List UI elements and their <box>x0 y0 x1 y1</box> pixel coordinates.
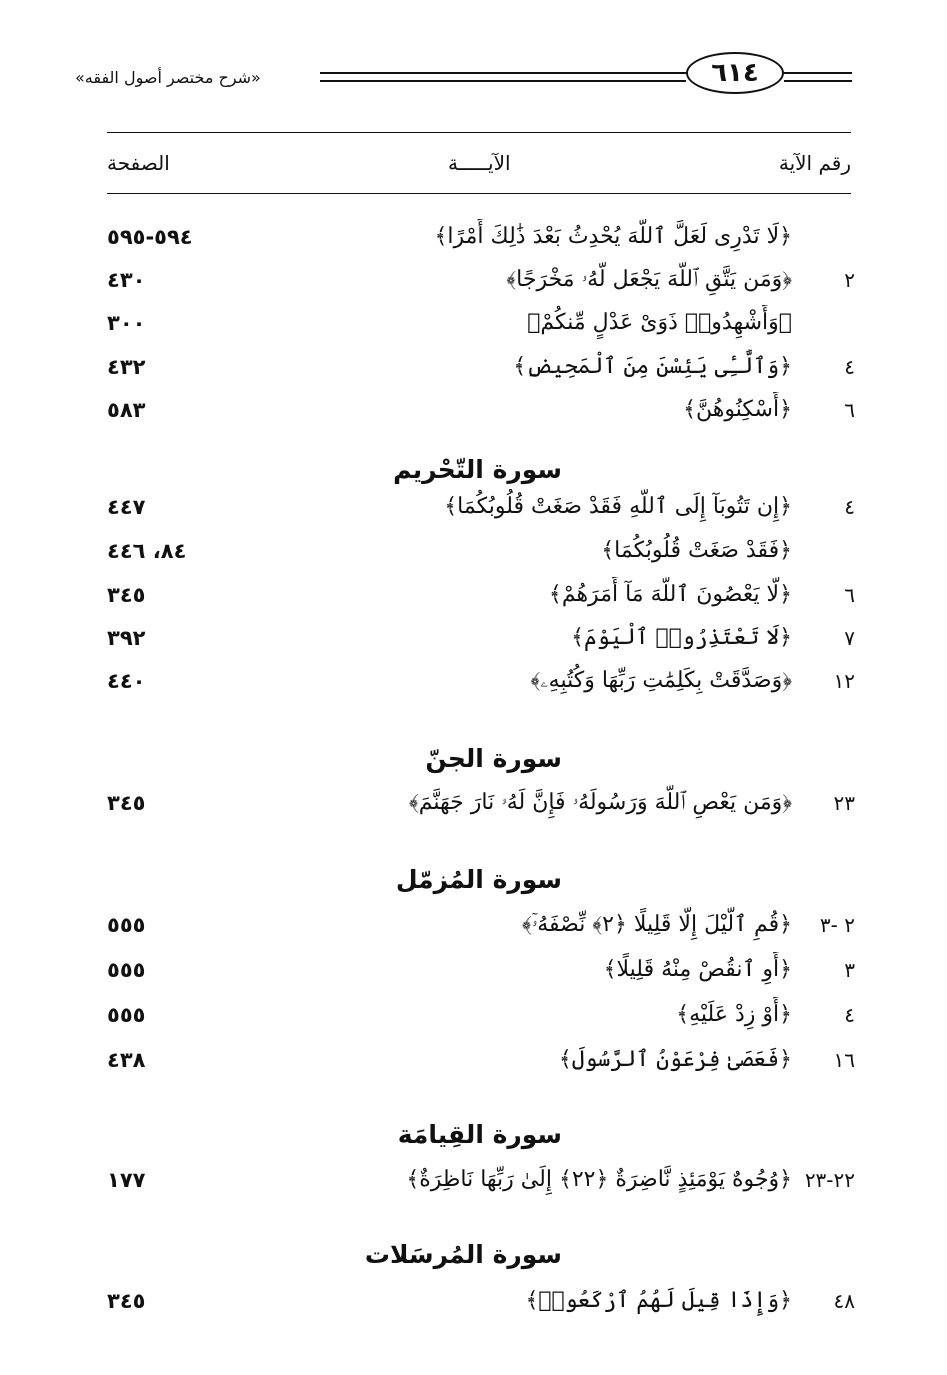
page-reference: ٣٤٥ <box>107 583 146 607</box>
column-header-ayah: الآيـــــة <box>448 151 511 175</box>
ayah-number: ٤ <box>844 355 855 379</box>
ayah-number: ٢٣ <box>833 791 855 815</box>
ayah-number: ٢٢-٢٣ <box>804 1168 855 1192</box>
index-row <box>0 575 947 615</box>
index-row <box>0 950 947 990</box>
page-reference: ٥٥٥ <box>107 958 146 982</box>
page-reference: ٥٨٣ <box>107 398 146 422</box>
index-row <box>0 1160 947 1200</box>
column-header-page: الصفحة <box>107 151 170 175</box>
page-reference: ٣٤٥ <box>107 1289 146 1313</box>
ayah-text: ﴿لَا تَعْتَذِرُوا۟ ٱلْيَوْمَ﴾ <box>571 625 792 650</box>
page-reference: ٣٤٥ <box>107 791 146 815</box>
index-row <box>0 1040 947 1080</box>
ayah-number: ٣ <box>844 958 855 982</box>
ayah-text: ﴿أَسْكِنُوهُنَّ﴾ <box>683 397 792 422</box>
ayah-text: ﴿وَأَشْهِدُوا۟ ذَوَىْ عَدْلٍ مِّنكُمْ﴾ <box>527 310 792 335</box>
ayah-text: ﴿وُجُوهٌ يَوْمَئِذٍ نَّاضِرَةٌ ﴿٢٢﴾ إِلَىٰ رَبِّهَا نَاظِرَةٌ﴾ <box>406 1167 792 1192</box>
ayah-text: ﴿وَصَدَّقَتْ بِكَلِمَٰتِ رَبِّهَا وَكُتُبِهِۦ﴾ <box>530 668 792 693</box>
ayah-text: ﴿وَٱلَّٰٓـِٔى يَئِسْنَ مِنَ ٱلْمَحِيضِ﴾ <box>513 354 792 379</box>
ayah-text: ﴿فَعَصَىٰ فِرْعَوْنُ ٱلرَّسُولَ﴾ <box>558 1047 792 1072</box>
index-row <box>0 995 947 1035</box>
page-number: ٦١٤ <box>686 52 784 94</box>
header-rule-left <box>320 80 686 82</box>
ayah-text: ﴿أَوْ زِدْ عَلَيْهِ﴾ <box>676 1002 792 1027</box>
surah-heading: سورة الجنّ <box>425 744 562 773</box>
page-reference: ٤٣٠ <box>107 268 146 292</box>
header-rule-right <box>784 80 852 82</box>
column-header-top-rule <box>107 132 851 133</box>
ayah-text: ﴿وَمَن يَعْصِ ٱللَّهَ وَرَسُولَهُۥ فَإِنَّ لَهُۥ نَارَ جَهَنَّمَ﴾ <box>409 790 792 815</box>
ayah-number: ٢ -٣ <box>819 913 855 937</box>
index-row <box>0 217 947 257</box>
page-reference: ٥٥٥ <box>107 913 146 937</box>
page-reference: ٤٣٢ <box>107 355 146 379</box>
ayah-number: ١٦ <box>833 1048 855 1072</box>
ayah-number: ٤ <box>844 1003 855 1027</box>
header-rule-left <box>320 72 686 74</box>
ayah-text: ﴿إِن تَتُوبَآ إِلَى ٱللَّهِ فَقَدْ صَغَتْ قُلُوبُكُمَا﴾ <box>444 494 792 519</box>
ayah-number: ٦ <box>844 398 855 422</box>
index-row <box>0 618 947 658</box>
ayah-text: ﴿وَمَن يَتَّقِ ٱللَّهَ يَجْعَل لَّهُۥ مَخْرَجًا﴾ <box>506 267 792 292</box>
index-row <box>0 531 947 571</box>
ayah-number: ٧ <box>844 626 855 650</box>
book-title: «شرح مختصر أصول الفقه» <box>75 68 261 87</box>
page-reference: ٤٤٧ <box>107 495 146 519</box>
page-reference: ٥٥٥ <box>107 1003 146 1027</box>
page-reference: ٣٠٠ <box>107 311 146 335</box>
ayah-text: ﴿فَقَدْ صَغَتْ قُلُوبُكُمَا﴾ <box>601 538 792 563</box>
column-header-ayah-number: رقم الآية <box>778 151 851 175</box>
page-reference: ٨٤، ٤٤٦ <box>107 539 187 563</box>
index-row <box>0 303 947 343</box>
column-header-bottom-rule <box>107 193 851 194</box>
page-reference: ١٧٧ <box>107 1168 146 1192</box>
surah-heading: سورة المُزمّل <box>395 865 562 894</box>
ayah-text: ﴿وَإِذَا قِيلَ لَهُمُ ٱرْكَعُوا۟﴾ <box>525 1288 792 1313</box>
ayah-text: ﴿أَوِ ٱنقُصْ مِنْهُ قَلِيلًا﴾ <box>603 957 792 982</box>
ayah-number: ٢ <box>844 268 855 292</box>
page-reference: ٤٤٠ <box>107 669 146 693</box>
ayah-number: ١٢ <box>833 669 855 693</box>
index-row <box>0 260 947 300</box>
header-rule-right <box>784 72 852 74</box>
ayah-number: ٤٨ <box>833 1289 855 1313</box>
ayah-text: ﴿قُمِ ٱلَّيْلَ إِلَّا قَلِيلًا ﴿٢﴾ نِّصْفَهُۥٓ﴾ <box>522 912 792 937</box>
index-row <box>0 1281 947 1321</box>
ayah-number: ٤ <box>844 495 855 519</box>
index-row <box>0 905 947 945</box>
page-reference: ٣٩٢ <box>107 626 146 650</box>
ayah-text: ﴿لَّا يَعْصُونَ ٱللَّهَ مَآ أَمَرَهُمْ﴾ <box>548 582 792 607</box>
index-row <box>0 783 947 823</box>
surah-heading: سورة التّحْريم <box>393 455 562 484</box>
surah-heading: سورة القِيامَة <box>397 1120 562 1149</box>
ayah-number: ٦ <box>844 583 855 607</box>
index-row <box>0 661 947 701</box>
surah-heading: سورة المُرسَلات <box>364 1240 562 1269</box>
index-row <box>0 390 947 430</box>
page-reference: ٤٣٨ <box>107 1048 146 1072</box>
page-reference: ٥٩٤-٥٩٥ <box>107 225 193 249</box>
index-row <box>0 347 947 387</box>
ayah-text: ﴿لَا تَدْرِى لَعَلَّ ٱللَّهَ يُحْدِثُ بَعْدَ ذَٰلِكَ أَمْرًا﴾ <box>434 224 792 249</box>
index-row <box>0 487 947 527</box>
